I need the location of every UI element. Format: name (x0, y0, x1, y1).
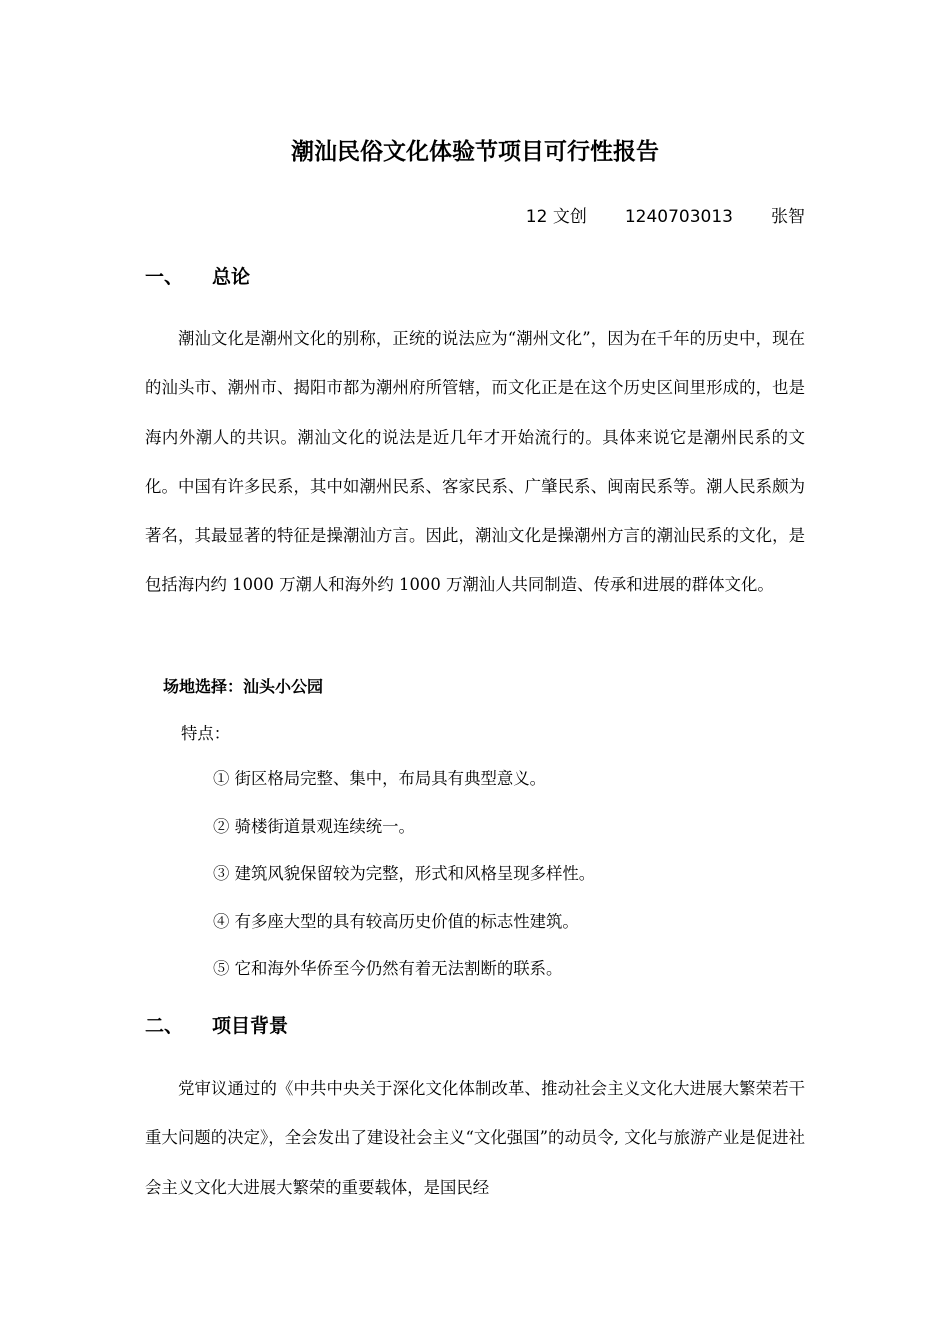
section-title: 项目背景 (212, 1015, 289, 1037)
section-paragraph-background: 党审议通过的《中共中央关于深化文化体制改革、推动社会主义文化大进展大繁荣若干重大问题的决定》，全会发出了建设社会主义“文化强国”的动员令, 文化与旅游产业是促进社会主义文化大进展大繁荣的重要载体，是国民经 (145, 1079, 805, 1197)
author-line (526, 204, 805, 230)
section-title: 总论 (212, 266, 251, 288)
list-item: ③ 建筑风貌保留较为完整，形式和风格呈现多样性。 (213, 864, 596, 883)
section-heading-background (145, 1011, 288, 1041)
list-item: ④ 有多座大型的具有较高历史价值的标志性建筑。 (213, 911, 579, 931)
features-list (213, 762, 595, 1000)
author-student-id: 1240703013 (624, 207, 733, 227)
section-number: 一、 (145, 266, 184, 288)
section-paragraph-general: 潮汕文化是潮州文化的别称，正统的说法应为“潮州文化”，因为在千年的历史中，现在的汕头市、潮州市、揭阳市都为潮州府所管辖，而文化正是在这个历史区间里形成的，也是海内外潮人的共识。潮汕文化的说法是近几年才开始流行的。具体来说它是潮州民系的文化。中国有许多民系，其中如潮州民系、客家民系、广肇民系、闽南民系等。潮人民系颇为著名，其最显著的特征是操潮汕方言。因此，潮汕文化是操潮州方言的潮汕民系的文化，是包括海内约 1000 万潮人和海外约 1000 万潮汕人共同制造、传承和进展的群体文化。 (145, 329, 805, 595)
document-title: 潮汕民俗文化体验节项目可行性报告 (291, 139, 659, 165)
list-item: ② 骑楼街道景观连续统一。 (213, 816, 415, 836)
author-class: 12 文创 (525, 207, 587, 227)
section-number: 二、 (145, 1015, 184, 1037)
section-heading-general (145, 262, 250, 292)
venue-label: 场地选择：汕头小公园 (163, 677, 324, 696)
features-label: 特点： (181, 724, 231, 743)
list-item: ⑤ 它和海外华侨至今仍然有着无法割断的联系。 (213, 959, 563, 978)
author-name: 张智 (771, 207, 805, 227)
list-item: ① 街区格局完整、集中，布局具有典型意义。 (213, 769, 547, 788)
